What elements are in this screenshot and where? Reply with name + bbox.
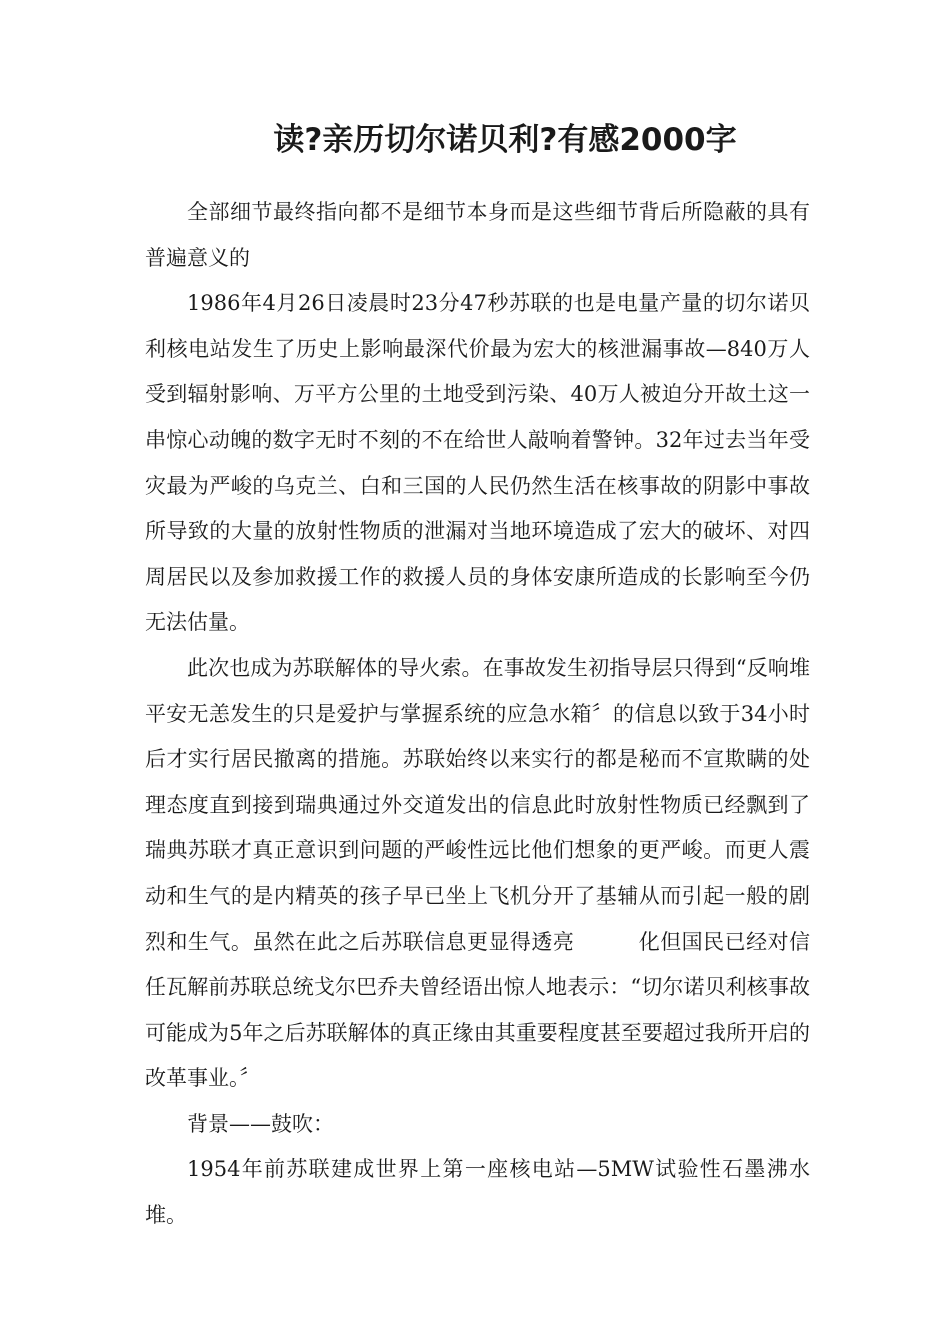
document-body <box>145 190 810 1239</box>
paragraph-2: 1986年4月26日凌晨时23分47秒苏联的也是电量产量的切尔诺贝利核电站发生了历史上影响最深代价最为宏大的核泄漏事故—840万人受到辐射影响、万平方公里的土地受到污染、40万人被迫分开故土这一串惊心动魄的数字无时不刻的不在给世人敲响着警钟。32年过去当年受灾最为严峻的乌克兰、白和三国的人民仍然生活在核事故的阴影中事故所导致的大量的放射性物质的泄漏对当地环境造成了宏大的破坏、对四周居民以及参加救援工作的救援人员的身体安康所造成的长影响至今仍无法估量。 <box>145 291 810 635</box>
paragraph-1: 全部细节最终指向都不是细节本身而是这些细节背后所隐蔽的具有普遍意义的 <box>145 200 810 270</box>
paragraph-5: 1954年前苏联建成世界上第一座核电站—5MW试验性石墨沸水堆。 <box>145 1157 810 1228</box>
document-title: 读?亲历切尔诺贝利?有感2000字 <box>273 122 737 158</box>
paragraph-4: 背景——鼓吹： <box>187 1111 334 1136</box>
paragraph-3: 此次也成为苏联解体的导火索。在事故发生初指导层只得到“反响堆平安无恙发生的只是爱护与掌握系统的应急水箱〞的信息以致于34小时后才实行居民撤离的措施。苏联始终以来实行的都是秘而不宣欺瞒的处理态度直到接到瑞典通过外交道发出的信息此时放射性物质已经飘到了瑞典苏联才真正意识到问题的严峻性远比他们想象的更严峻。而更人震动和生气的是内精英的孩子早已坐上飞机分开了基辅从而引起一般的剧烈和生气。虽然在此之后苏联信息更显得透亮 化但国民已经对信任瓦解前苏联总统戈尔巴乔夫曾经语出惊人地表示：“切尔诺贝利核事故可能成为5年之后苏联解体的真正缘由其重要程度甚至要超过我所开启的改革事业。〞 <box>145 655 810 1091</box>
